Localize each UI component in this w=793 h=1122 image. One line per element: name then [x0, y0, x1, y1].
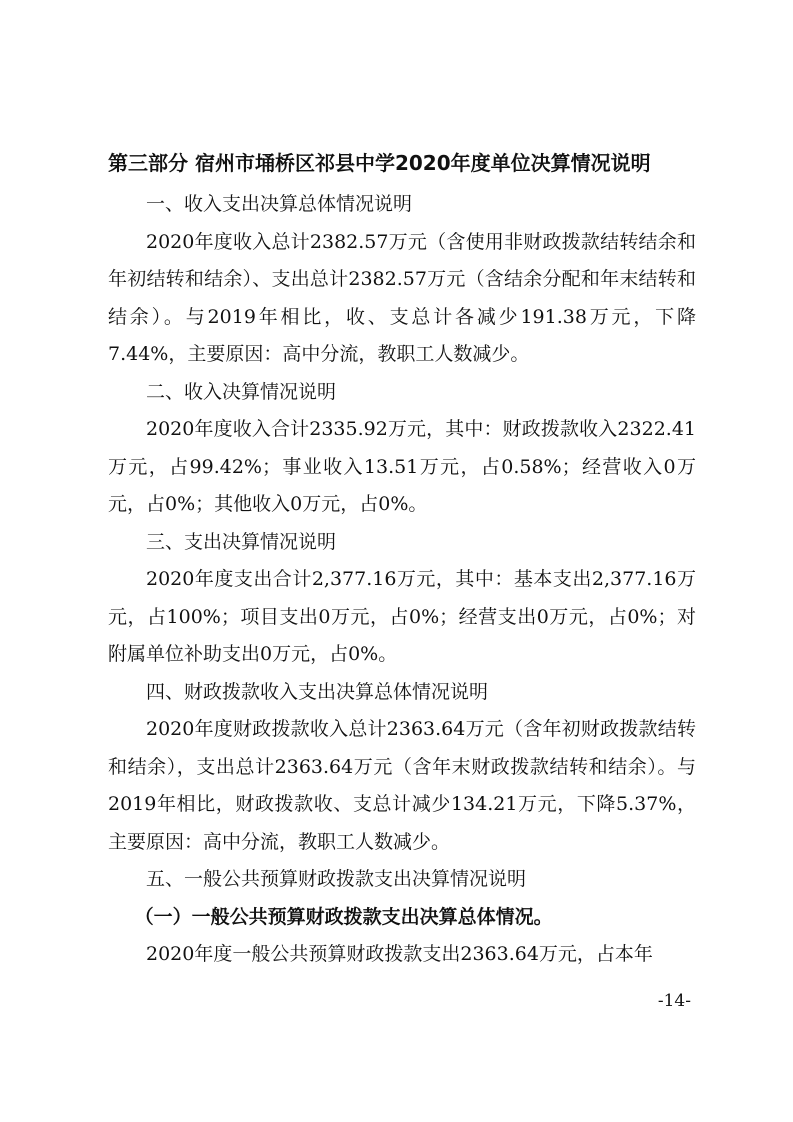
subheading-general-budget-overall: （一）一般公共预算财政拨款支出决算总体情况。	[134, 905, 553, 928]
paragraph-fiscal-appropriation-overview: 2020年度财政拨款收入总计2363.64万元（含年初财政拨款结转和结余），支出总计2363.64万元（含年末财政拨款结转和结余）。与2019年相比，财政拨款收、支总计减少134.21万元，下降5.37%，主要原因：高中分流，教职工人数减少。	[108, 718, 696, 853]
heading-general-budget-expense: 五、一般公共预算财政拨款支出决算情况说明	[146, 868, 527, 890]
paragraph-income-expense-overview: 2020年度收入总计2382.57万元（含使用非财政拨款结转结余和年初结转和结余）、支出总计2382.57万元（含结余分配和年末结转和结余）。与2019年相比，收、支总计各减少191.38万元，下降7.44%，主要原因：高中分流，教职工人数减少。	[108, 230, 696, 365]
heading-income-statement: 二、收入决算情况说明	[146, 380, 337, 403]
heading-expense-statement: 三、支出决算情况说明	[146, 530, 337, 553]
heading-income-expense-overview: 一、收入支出决算总体情况说明	[146, 193, 413, 215]
paragraph-general-budget-expense: 2020年度一般公共预算财政拨款支出2363.64万元，占本年	[146, 943, 653, 965]
page-number: -14-	[657, 991, 691, 1011]
section-title: 第三部分 宿州市埇桥区祁县中学2020年度单位决算情况说明	[108, 151, 651, 175]
paragraph-income-statement: 2020年度收入合计2335.92万元，其中：财政拨款收入2322.41万元，占99.42%；事业收入13.51万元，占0.58%；经营收入0万元，占0%；其他收入0万元，占0%。	[108, 418, 696, 515]
paragraph-expense-statement: 2020年度支出合计2,377.16万元，其中：基本支出2,377.16万元，占100%；项目支出0万元，占0%；经营支出0万元，占0%；对附属单位补助支出0万元，占0%。	[108, 568, 696, 665]
heading-fiscal-appropriation-overview: 四、财政拨款收入支出决算总体情况说明	[146, 680, 489, 703]
document-body	[108, 186, 696, 974]
